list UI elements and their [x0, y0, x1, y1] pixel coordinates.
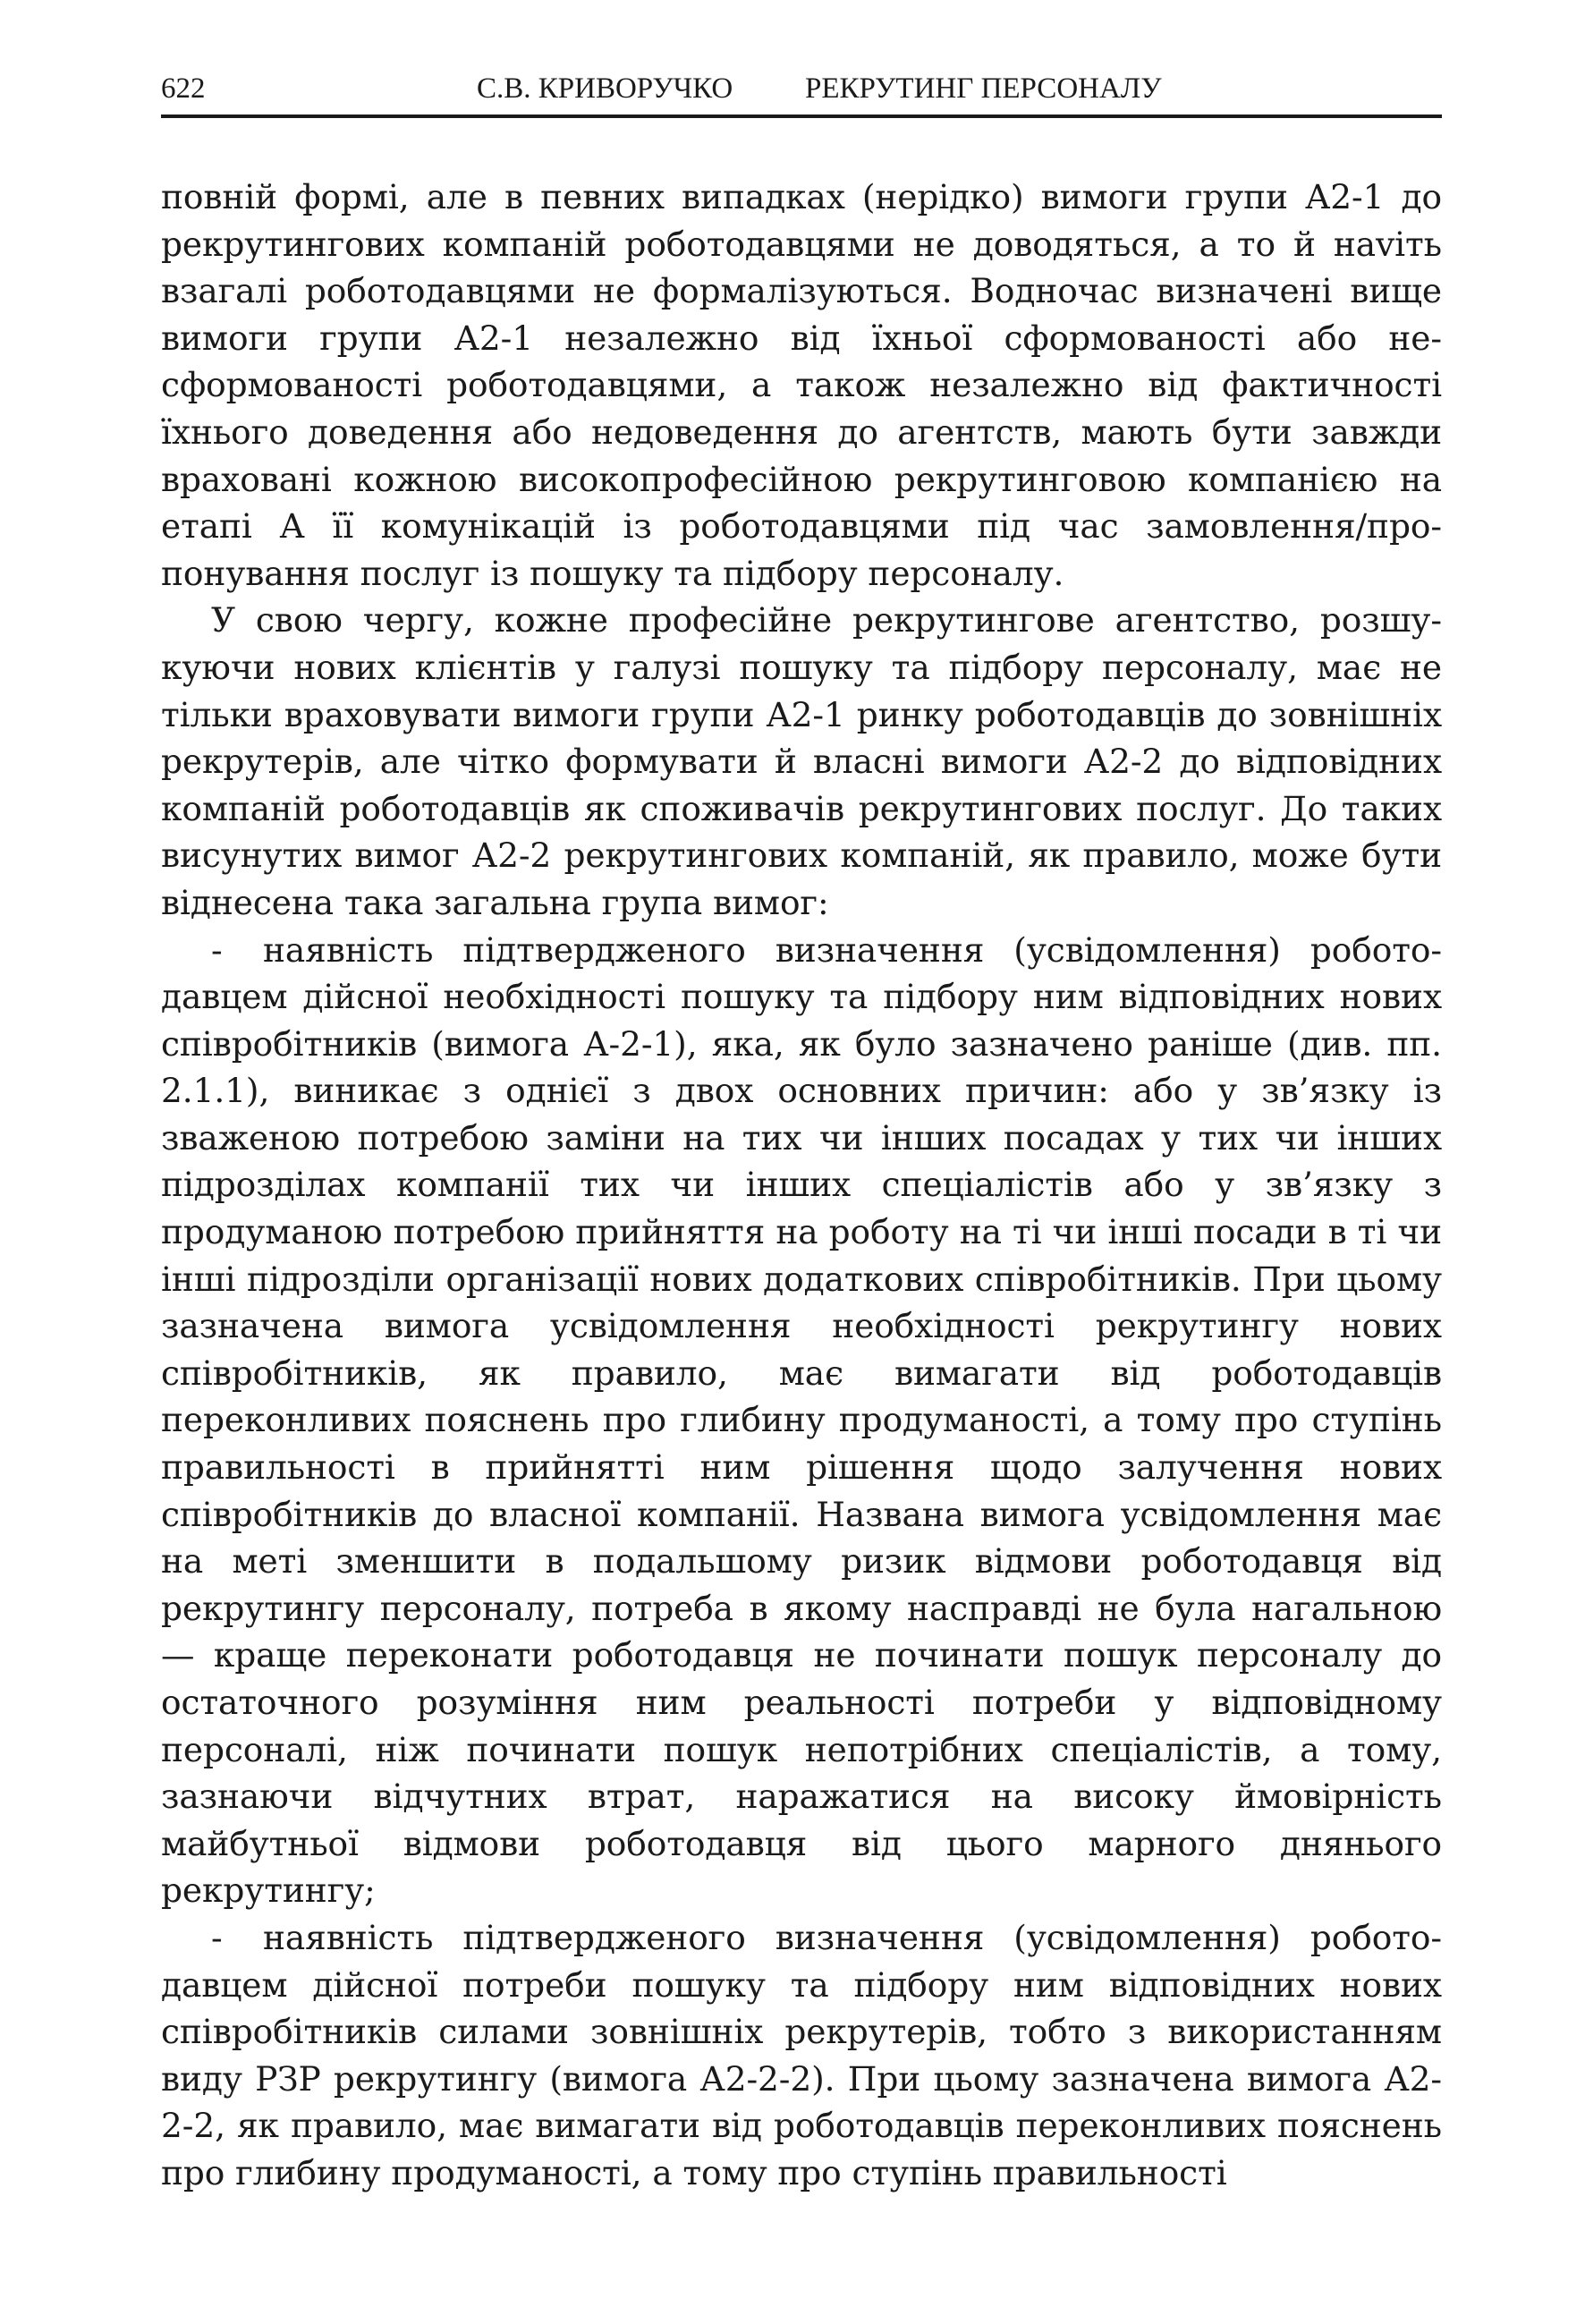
paragraph: У свою чергу, кожне професійне рекрутингове агентство, розшукуючи нових клієнтів у галузі пошуку та підбору персоналу, має не тільки враховувати вимоги групи А2-1 ринку роботодавців до зовнішніх рекрутерів, але чітко формувати й власні вимоги А2-2 до відповідних компаній роботодавців як споживачів рекрутингових послуг. До таких висунутих вимог А2-2 рекрутингових компаній, як правило, може бути віднесена така загальна група вимог:	[161, 600, 1442, 922]
list-dash: -	[211, 1917, 223, 1957]
list-dash: -	[211, 929, 223, 970]
body-text	[161, 174, 1442, 2197]
list-item-text: наявність підтвердженого визначення (усвідомлення) роботодавцем дійсної необхідності пошуку та підбору ним відповідних нових співробітників (вимога А-2-1), яка, як було зазначено раніше (див. пп. 2.1.1), виникає з однієї з двох основних причин: або у зв’язку із зваженою потребою заміни на тих чи інших посадах у тих чи інших підрозділах компанії тих чи інших спеціалістів або у зв’язку з продуманою потребою прийняття на роботу на ті чи інші посади в ті чи інші підрозділи організації нових додаткових співробітників. При цьому зазначена вимога усвідомлення необхідності рекрутингу нових співробітників, як правило, має вимагати від роботодавців переконливих пояснень про глибину продуманості, а тому про ступінь правильності в прийнятті ним рішення щодо залучення нових співробітників до власної компанії. Названа вимога усвідомлення має на меті зменшити в подальшому ризик відмови роботодавця від рекрутингу персоналу, потреба в якому насправді не була нагальною — краще переконати роботодавця не починати пошук персоналу до остаточного розуміння ним реальності потреби у відповідному персоналі, ніж починати пошук непотрібних спеціалістів, а тому, зазнаючи відчутних втрат, наражатися на високу ймовірність майбутньої відмови роботодавця від цього марного днянього рекрутингу;	[161, 929, 1442, 1911]
paragraph-continued: повній формі, але в певних випадках (нерідко) вимоги групи А2-1 до рекрутингових компаній роботодавцями не доводяться, а то й наvіть взагалі роботодавцями не формалізуються. Водночас визначені вище вимоги групи А2-1 незалежно від їхньої сформованості або несформованості роботодавцями, а також незалежно від фактичності їхнього доведення або недоведення до агентств, мають бути завжди враховані кожною високопрофесійною рекрутинговою компанією на етапі А її комунікацій із роботодавцями під час замовлення/пропонування послуг із пошуку та підбору персоналу.	[161, 177, 1442, 593]
page-number: 622	[161, 72, 206, 105]
list-item	[161, 927, 1442, 1914]
book-page	[161, 63, 1442, 2197]
running-header	[161, 63, 1442, 118]
running-header-author: С.В. КРИВОРУЧКО	[477, 72, 733, 105]
running-header-title: РЕКРУТИНГ ПЕРСОНАЛУ	[805, 72, 1162, 105]
list-item	[161, 1914, 1442, 2197]
list-item-text: наявність підтвердженого визначення (усвідомлення) роботодавцем дійсної потреби пошуку та підбору ним відповідних нових співробітників силами зовнішніх рекрутерів, тобто з використанням виду РЗР рекрутингу (вимога А2-2-2). При цьому зазначена вимога А2-2-2, як правило, має вимагати від роботодавців переконливих пояснень про глибину продуманості, а тому про ступінь правильності	[161, 1917, 1442, 2193]
